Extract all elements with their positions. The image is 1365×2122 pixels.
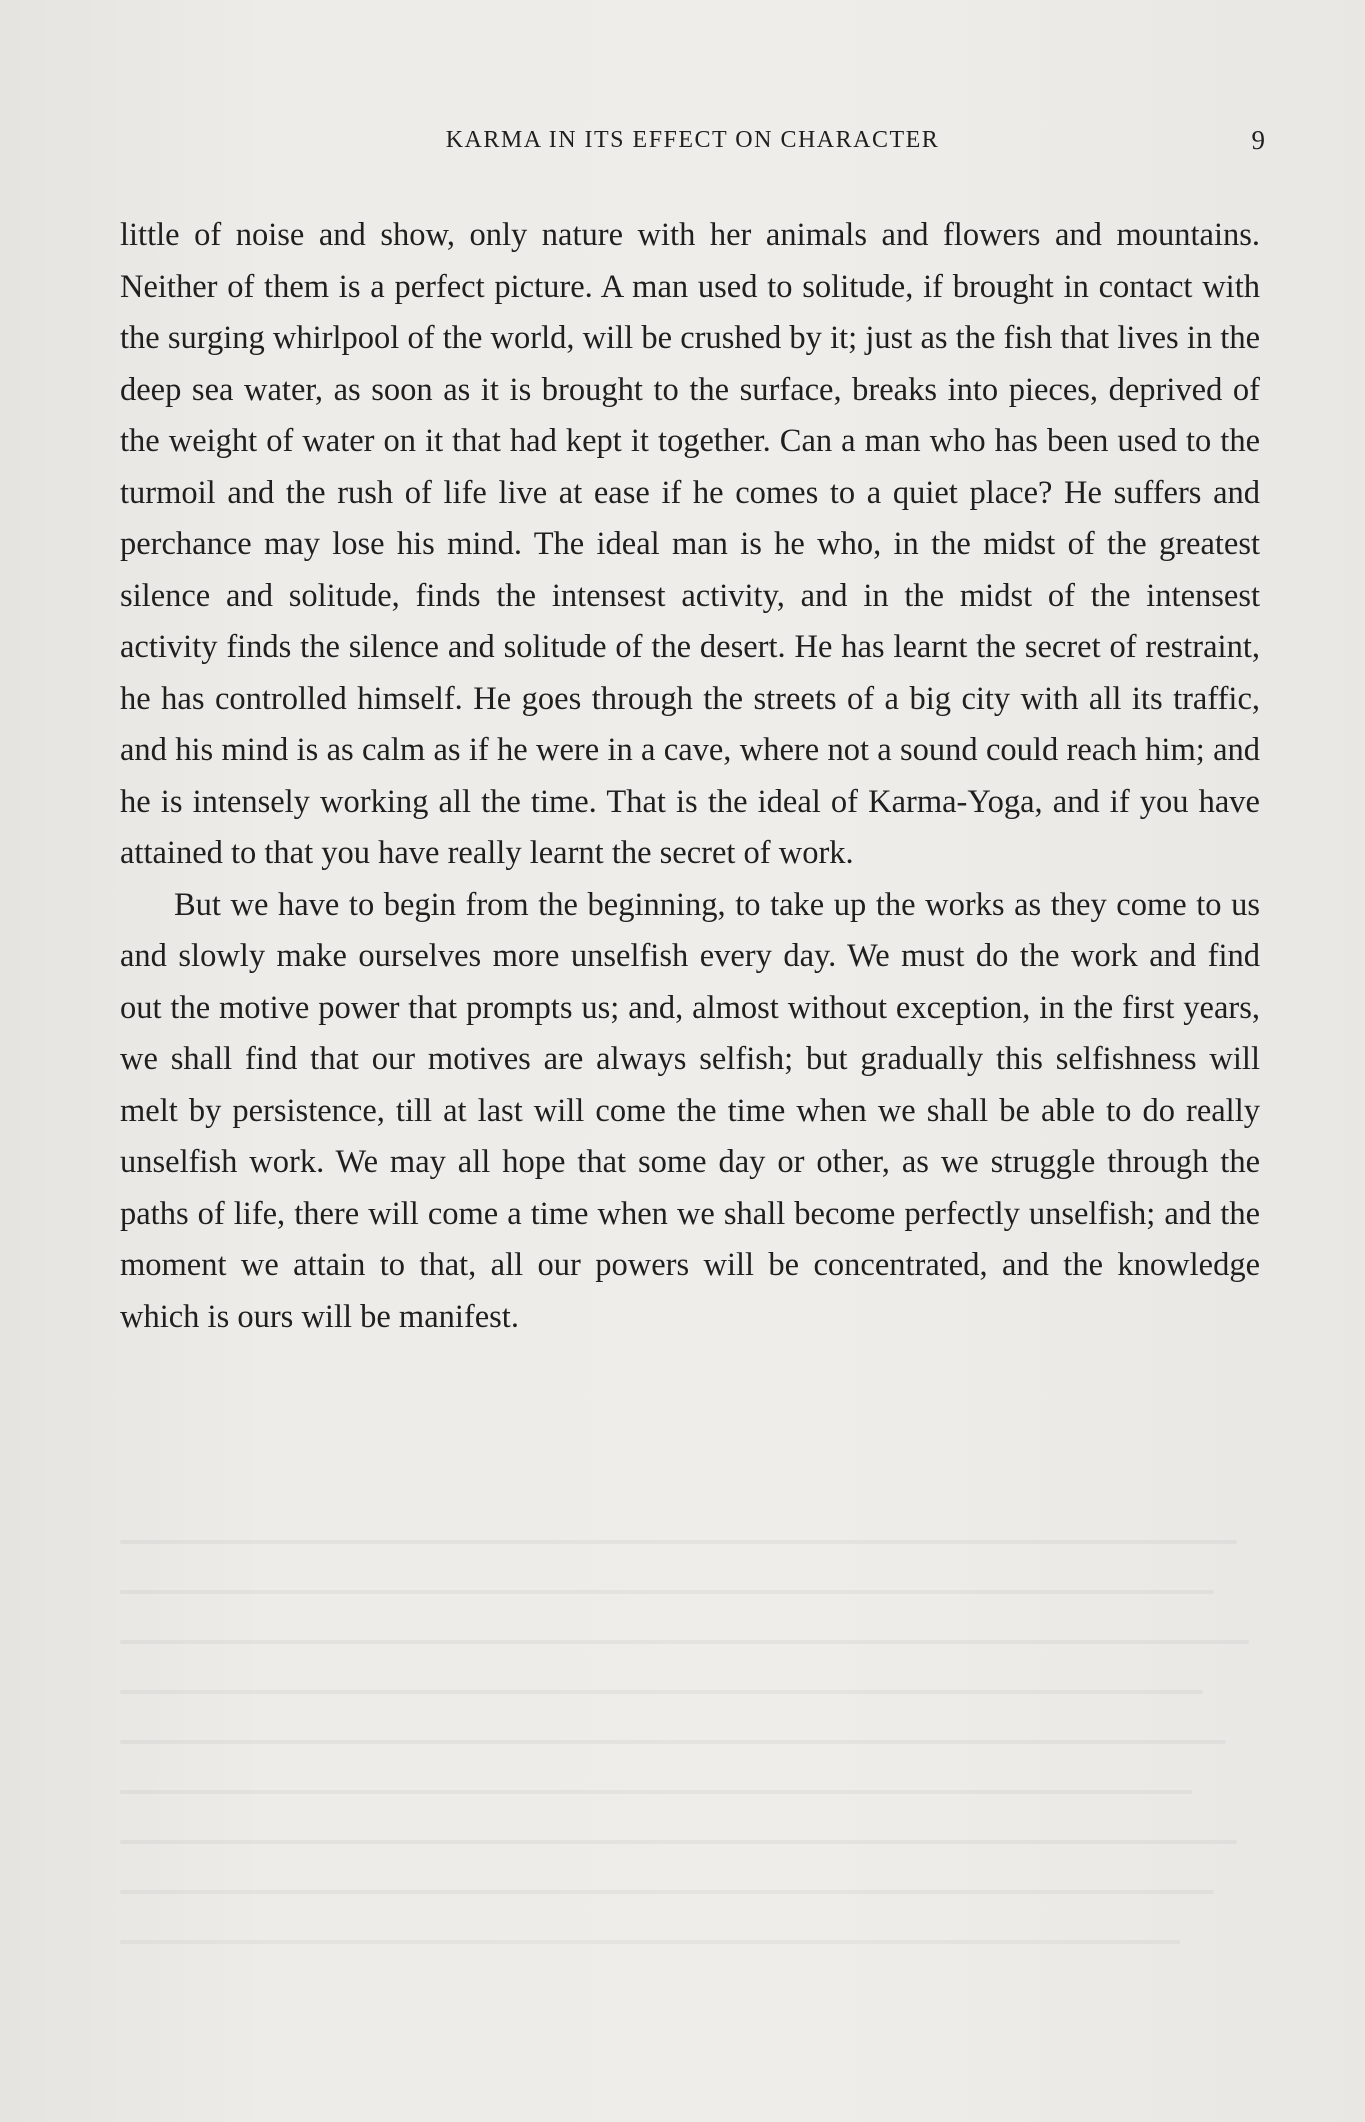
paragraph-2: But we have to begin from the beginning, to take up the works as they come to us and slowly make ourselves more unselfish every day. We must do the work and find out the motive power that prompts us; and, almost without exception, in the first years, we shall find that our motives are always selfish; but gradually this selfishness will melt by persistence, till at last will come the time when we shall be able to do really unselfish work. We may all hope that some day or other, as we struggle through the paths of life, there will come a time when we shall become perfectly unselfish; and the moment we attain to that, all our powers will be concentrated, and the knowledge which is ours will be manifest. [120,886,1260,1335]
chapter-title: KARMA IN ITS EFFECT ON CHARACTER [445,127,940,153]
body-text [120,210,1260,1343]
page-number: 9 [1251,125,1265,155]
paragraph-1: little of noise and show, only nature with her animals and flowers and mountains. Neither of them is a perfect picture. A man used to solitude, if brought in contact with the surging whirlpool of the world, will be crushed by it; just as the fish that lives in the deep sea water, as soon as it is brought to the surface, breaks into pieces, deprived of the weight of water on it that had kept it together. Can a man who has been used to the turmoil and the rush of life live at ease if he comes to a quiet place? He suffers and perchance may lose his mind. The ideal man is he who, in the midst of the greatest silence and solitude, finds the intensest activity, and in the midst of the intensest activity finds the silence and solitude of the desert. He has learnt the secret of restraint, he has controlled himself. He goes through the streets of a big city with all its traffic, and his mind is as calm as if he were in a cave, where not a sound could reach him; and he is intensely working all the time. That is the ideal of Karma-Yoga, and if you have attained to that you have really learnt the secret of work. [120,217,1260,871]
running-header [120,120,1265,160]
bleed-through-text [120,1540,1260,2000]
